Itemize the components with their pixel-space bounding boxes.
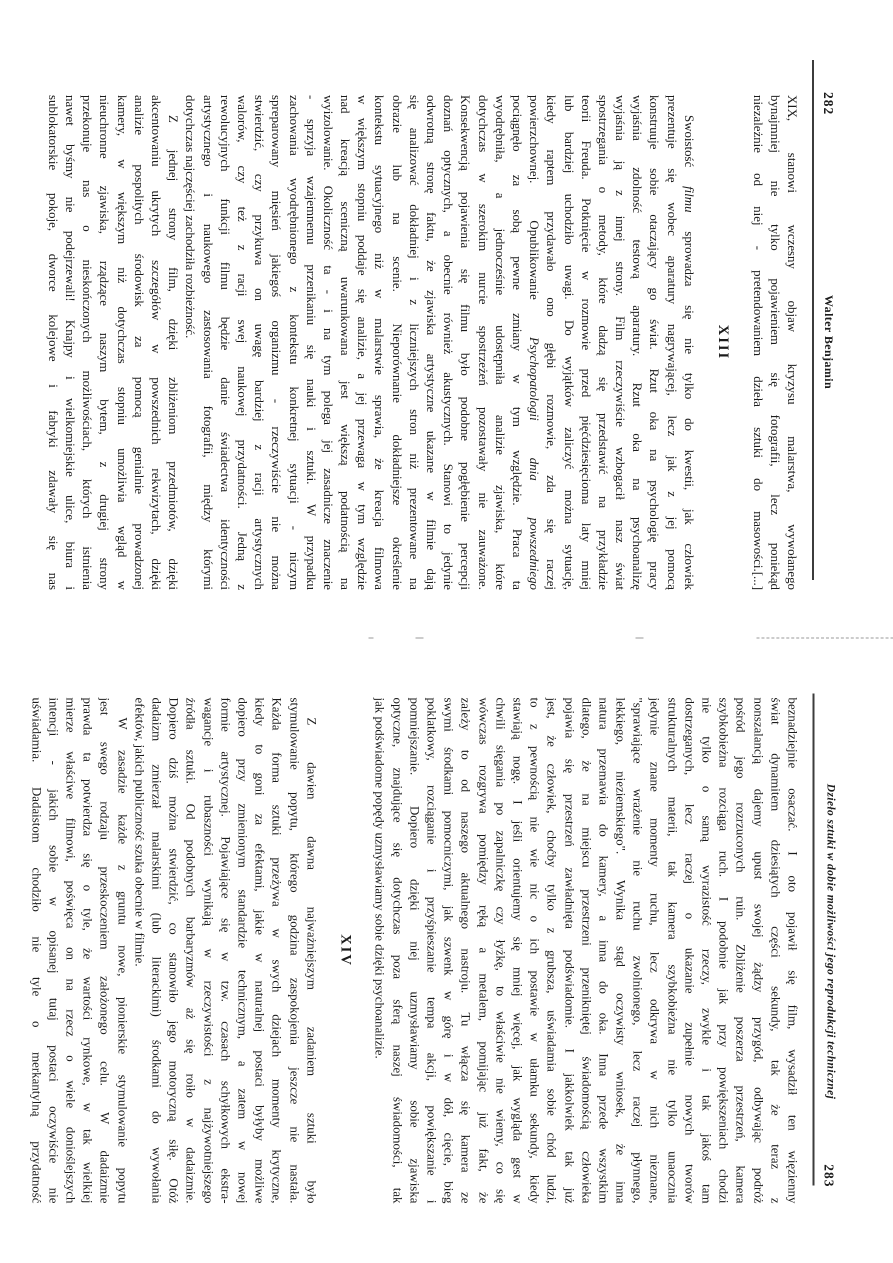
page-body (27, 697, 800, 1203)
text-line: kontekstu sytuacyjnego niż w malarstwie sprawia, że kreacja filmowa (372, 95, 387, 590)
text-line: powierzchownej. Opublikowanie Psychopatologii dnia powszedniego (527, 95, 542, 590)
text-line: prezentuje się wobec aparatury nagrywającej, lecz jak z jej pomocą (664, 95, 679, 590)
text-line: nad kreacją sceniczną uwarunkowana jest większą podatnością na (338, 95, 353, 590)
book-page-283 (0, 631, 893, 1263)
text-line: wyjaśnia ją z innej strony. Film rzeczywiście wzbogacił nasz świat (613, 95, 628, 590)
text-line: konstruuje sobie otaczający go świat. Rzut oka na psychologię pracy (647, 95, 662, 590)
text-line: wyizolowanie. Okoliczność ta - i na tym polega jej zasadnicze znaczenie (320, 95, 335, 590)
gutter-shadow (756, 637, 893, 638)
text-line: wówczas rozgrywa pomiędzy ręką a metalem, pomijając już fakt, że (475, 697, 490, 1203)
text-line: zachowania wyodrębnionego z kontekstu konkretnej sytuacji - niczym (286, 95, 301, 590)
text-line: to z pewnością nie wie nic o ich postawie w ułamku sekundy, kiedy (527, 697, 542, 1203)
text-line: jest swego rodzaju przeskoczeniem założonego celu. W dadaizmie (97, 697, 112, 1203)
text-line: stawiają nogę. I jeśli orientujemy się mniej więcej, jak wygląda gest w (510, 697, 524, 1203)
text-line: artystycznego i naukowego zastosowania fotografii, między którymi (200, 95, 215, 590)
page-body (44, 95, 800, 590)
text-line: dlatego, że na miejscu przestrzeni przenikniętej świadomością człowieka (578, 697, 593, 1203)
text-line: dotychczas w szerokim nurcie spostrzeżeń pozostawały nie zauważone. (475, 95, 490, 590)
text-line: sublokatorskie pokoje, dworce kolejowe i fabryki zdawały się nas (45, 95, 60, 590)
text-line: w większym stopniu poddaje się analizie, a jej przewaga w tym względzie (355, 95, 370, 590)
gutter-shadow (635, 637, 643, 638)
text-line: spreparowany mięsień jakiegoś organizmu - rzeczywiście nie można (269, 95, 284, 590)
text-line: dotychczas najczęściej zachodziła rozbieżność. (183, 95, 198, 339)
text-line: "sprawiające wrażenie nie ruchu zwolnionego, lecz raczej płynnego, (630, 697, 645, 1203)
text-line: zależy to od naszego aktualnego nastroju. Tu włącza się kamera ze (458, 697, 473, 1203)
header-rule (813, 60, 815, 580)
text-line: wyodrębniła, a jednocześnie udostępniła analizie zjawiska, które (492, 95, 507, 590)
text-line: prawda ta potwierdza się o tyle, że wartości rynkowe, w tak wielkiej (80, 697, 95, 1203)
text-line: rewolucyjnych funkcji filmu będzie danie świadectwa identyczności (217, 95, 232, 590)
text-line: szybkobieżna rozciąga ruch. I podobnie jak przy powiększeniach chodzi (716, 697, 731, 1203)
text-line: pojawia się przestrzeń zawładnięta podświadomie. I jakkolwiek tak już (561, 697, 576, 1203)
text-line: nie tylko o samą wyrazistość rzeczy, zwykle i tak jakoś tam (699, 697, 714, 1203)
text-line: pomniejszanie. Dopiero dzięki niej uzmysławiamy sobie zjawiska (406, 697, 421, 1203)
text-line: Konsekwencją pojawienia się filmu było podobne pogłębienie percepcji (458, 95, 473, 590)
text-line: stwierdzić, czy przykuwa on uwagę bardziej z racji artystycznych (252, 95, 267, 590)
text-line: uświadamia. Dadaistom chodziło nie tyle o merkantylną przydatność (28, 697, 43, 1203)
text-line: świat dynamitem dziesiątych części sekundy, tak że teraz z (767, 697, 782, 1203)
text-line: akcentowaniu ukrytych szczegółów w powszednich rekwizytach, dzięki (149, 95, 164, 590)
text-line: optyczne, znajdujące się dotychczas poza sferą naszej świadomości, tak (389, 697, 404, 1203)
text-line: źródła sztuki. Od podobnych barbaryzmów aż się roiło w dadaizmie. (183, 697, 198, 1203)
text-line: natura przemawia do kamery, a inna do oka. Inna przede wszystkim (595, 697, 610, 1203)
text-line: nieuchronne zjawiska, rządzące naszym bytem, z drugiej strony (97, 95, 112, 590)
text-line: pociągnęło za sobą pewne zmiany w tym względzie. Praca ta (510, 95, 524, 590)
text-line: mierze właściwe filmowi, poświęca on na rzecz o wiele donioślejszych (63, 697, 78, 1203)
text-line: jest, że człowiek, choćby tylko z grubsza, uświadamia sobie chód ludzi, (544, 697, 559, 1203)
text-line: intencji - jakich sobie w opisanej tutaj postaci oczywiście nie (45, 697, 60, 1203)
text-line: bynajmniej nie tylko pojawieniem się fotografii, lecz poniekąd (767, 95, 782, 590)
section-heading: XIV (337, 933, 354, 967)
text-line: beznadziejnie osaczać. I oto pojawił się film, wysadził ten więzienny (785, 697, 799, 1203)
text-line: spostrzegania o metody, które dadzą się przedstawić na przykładzie (595, 95, 610, 590)
book-page-282 (0, 0, 893, 631)
text-line: jak podświadome popędy uzmysławiamy sobie dzięki psychoanalizie. (372, 697, 387, 1059)
running-head: Walter Benjamin (822, 294, 836, 390)
text-line: odwrotną stronę faktu, że zjawiska artystyczne ukazane w filmie dają (424, 95, 439, 590)
text-line: lub bardziej uchodziło uwagi. Do wyjątków zaliczyć można sytuację, (561, 95, 576, 590)
text-line: Dopiero dziś można stwierdzić, co stanowiło jego motoryczną siłę. Otóż (166, 697, 181, 1203)
text-line: stymulowanie popytu, którego godzina zaspokojenia jeszcze nie nastała. (286, 697, 301, 1203)
page-header (818, 92, 836, 592)
text-line: strukturalnych materii, tak kamera szybkobieżna nie tylko unaocznia (664, 697, 679, 1203)
text-line: pośród jego rozrzuconych ruin. Zbliżenie poszerza przestrzeń, kamera (733, 697, 748, 1203)
text-line: analizie pospolitych środowisk za pomocą genialnie prowadzonej (131, 95, 146, 590)
text-line: dostrzeganych, lecz raczej o ukazanie zupełnie nowych tworów (681, 697, 696, 1203)
text-line: poklatkowy, rozciąganie i przyśpieszanie tempa akcji, powiększanie i (424, 697, 439, 1203)
text-line: dadaizm zmierzał malarskimi (lub literackimi) środkami do wywołania (149, 697, 164, 1203)
text-line: lekkiego, nieziemskiego". Wynika stąd oczywisty wniosek, że inna (613, 697, 628, 1203)
running-head: Dzieło sztuki w dobie możliwości jego reprodukcji technicznej (824, 783, 836, 1099)
text-line: swymi środkami pomocniczymi, jak szwenk w górę i w dół, cięcie, bieg (441, 697, 456, 1203)
text-line: obrazie lub na scenie. Nieporównanie dokładniejsze określenie (389, 95, 404, 590)
text-line: kiedy to goni za efektami, jakie w naturalnej postaci byłyby możliwe (252, 697, 267, 1203)
text-line: - sprzyja wzajemnemu przenikaniu się nauki i sztuki. W przypadku (303, 95, 318, 590)
gutter-shadow (415, 637, 423, 638)
text-line: jedynie znane momenty ruchu, lecz odkrywa w nich nieznane, (647, 697, 662, 1203)
text-line: formie artystycznej. Pojawiające się w tzw. czasach schyłkowych ekstra- (217, 697, 232, 1203)
section-heading: XIII (715, 324, 732, 361)
text-line: nawet byśmy nie podejrzewali! Knajpy i wielkomiejskie ulice, biura i (63, 95, 78, 590)
text-line: efektów, jakich publiczność szuka obecnie w filmie. (131, 697, 146, 967)
text-line: Z jednej strony film, dzięki zbliżeniom przedmiotów, dzięki (166, 115, 181, 590)
text-line: wagancje i rubaszności wynikają w rzeczywistości z najżywotniejszego (200, 697, 215, 1203)
header-rule (813, 693, 815, 1185)
text-line: kamery, w większym niż dotychczas stopniu umożliwia wgląd w (114, 95, 129, 590)
text-line: Z dawien dawna najważniejszym zadaniem sztuki było (303, 717, 318, 1203)
text-line: się analizować dokładniej i z liczniejszych stron niż prezentowane na (406, 95, 421, 590)
text-line: kiedy raptem przydawało ono głębi rozmowie, zda się raczej (544, 95, 559, 590)
text-line: W zasadzie każde z gruntu nowe, pionierskie stymulowanie popytu (114, 717, 129, 1203)
text-line: teorii Freuda. Potknięcie w rozmowie przed pięćdziesięcioma laty mniej (578, 95, 593, 590)
text-line: Swoistość filmu sprowadza się nie tylko do kwestii, jak człowiek (681, 115, 696, 590)
text-line: doznań optycznych, a obecnie również akustycznych. Stanowi to jedynie (441, 95, 456, 590)
text-line: nonszalancją dajemy upust swojej żądzy przygód, odbywając podróż (750, 697, 765, 1203)
text-line: wyjaśnia zdolność testową aparatury. Rzut oka na psychoanalizę (630, 95, 645, 590)
text-line: dopiero przy zmienionym standardzie technicznym, a zatem w nowej (235, 697, 249, 1203)
text-line: XIX, stanowi wczesny objaw kryzysu malarstwa, wywołanego (785, 95, 799, 590)
text-line: chwili sięgania po zapalniczkę czy łyżkę, to właściwie nie wiemy, co się (492, 697, 507, 1203)
text-line: niezależnie od niej - pretendowaniem dzieła sztuki do masowości.[...] (750, 95, 765, 590)
page-header (818, 695, 836, 1187)
gutter-shadow (368, 637, 373, 638)
page-number: 283 (821, 1163, 836, 1187)
text-line: walorów, czy też z racji swej naukowej przydatności. Jedną z (235, 95, 249, 590)
text-line: przekonuje nas o nieskończonych możliwościach, których istnienia (80, 95, 95, 590)
page-number: 282 (821, 92, 836, 116)
text-line: Każda forma sztuki przeżywa w swych dziejach momenty krytyczne, (269, 697, 284, 1203)
